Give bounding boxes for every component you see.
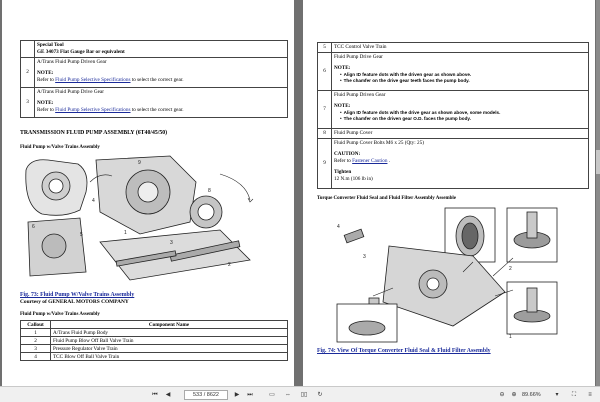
svg-text:1: 1: [509, 334, 512, 340]
table-row: 2 Fluid Pump Blow Off Ball Valve Train: [21, 337, 288, 345]
steps-table-left: [20, 40, 288, 118]
callout-table-title: Fluid Pump w/Valve Trains Assembly: [20, 312, 100, 317]
viewer-toolbar: [0, 386, 600, 402]
svg-text:4: 4: [337, 224, 340, 230]
fastener-caution-link[interactable]: Fastener Caution: [352, 158, 388, 165]
two-page-view-icon[interactable]: ▯▯: [300, 392, 308, 398]
svg-text:2: 2: [509, 266, 512, 272]
svg-text:6: 6: [32, 224, 35, 230]
table-row: 2 A/Trans Fluid Pump Driven Gear NOTE: Refer to Fluid Pump Selective Specifications to select the correct gear.: [21, 58, 288, 88]
svg-text:3: 3: [170, 240, 173, 246]
page-number-input[interactable]: 533 / 8622: [184, 390, 228, 400]
fluid-pump-assembly-illustration: [20, 152, 280, 290]
courtesy-line: Courtesy of GENERAL MOTORS COMPANY: [20, 299, 129, 305]
svg-text:4: 4: [92, 198, 95, 204]
rotate-icon[interactable]: ↻: [317, 392, 323, 398]
table-row: 6 Fluid Pump Drive Gear NOTE: • Align ID feature dots with the driven gear as shown above. • The chamfer on the drive gear teeth faces the pump body.: [318, 53, 589, 91]
table-row: 3 A/Trans Fluid Pump Drive Gear NOTE: Refer to Fluid Pump Selective Specifications to select the correct gear.: [21, 88, 288, 118]
table-row: 1 A/Trans Fluid Pump Body: [21, 329, 288, 337]
table-row: 8 Fluid Pump Cover: [318, 129, 589, 139]
section-title: TRANSMISSION FLUID PUMP ASSEMBLY (6T40/45/50): [20, 130, 168, 136]
fit-width-icon[interactable]: ⇔: [285, 392, 291, 398]
svg-text:5: 5: [80, 232, 83, 238]
figure-subtitle: Torque Converter Fluid Seal and Fluid Filter Assembly Assemble: [317, 196, 456, 201]
left-page: [2, 0, 294, 386]
callout-table: Callout Component Name 1 A/Trans Fluid Pump Body 2 Fluid Pump Blow Off Ball Valve Train 3 Pressure Regulator Valve Train 4 TCC Blow Off Ball Valve Train: [20, 320, 288, 361]
special-tool-title: Special Tool: [37, 42, 64, 48]
svg-text:1: 1: [124, 230, 127, 236]
first-page-button[interactable]: ⏮: [152, 392, 158, 398]
vertical-scrollbar[interactable]: [596, 0, 600, 386]
zoom-level[interactable]: 89.66%: [522, 392, 541, 398]
table-row: 9 Fluid Pump Cover Bolts M6 x 25 (Qty: 25) CAUTION: Refer to Fastener Caution . Tighten 12 N.m (106 lb in): [318, 139, 589, 189]
table-row: 4 TCC Blow Off Ball Valve Train: [21, 353, 288, 361]
next-page-button[interactable]: ▶: [234, 392, 240, 398]
last-page-button[interactable]: ⏭: [247, 392, 253, 398]
svg-text:3: 3: [363, 254, 366, 260]
menu-icon[interactable]: ≡: [588, 392, 592, 398]
fullscreen-icon[interactable]: ⛶: [571, 392, 577, 398]
torque-converter-seal-illustration: [333, 206, 573, 346]
fluid-pump-spec-link[interactable]: Fluid Pump Selective Specifications: [55, 77, 131, 84]
figure-74-caption[interactable]: Fig. 74: View Of Torque Converter Fluid Seal & Fluid Filter Assembly: [317, 348, 491, 354]
scroll-thumb[interactable]: [596, 150, 600, 174]
table-row: 3 Pressure Regulator Valve Train: [21, 345, 288, 353]
fit-page-icon[interactable]: ▭: [269, 392, 275, 398]
table-row: 7 Fluid Pump Driven Gear NOTE: • Align ID feature dots with the drive gear as shown above, some models. • The chamfer on the driven gear O.D. faces the pump body.: [318, 91, 589, 129]
fluid-pump-spec-link[interactable]: Fluid Pump Selective Specifications: [55, 107, 131, 114]
table-row: [21, 41, 288, 58]
svg-text:9: 9: [138, 160, 141, 166]
right-page: [303, 0, 595, 386]
zoom-dropdown-icon[interactable]: ▾: [555, 392, 559, 398]
steps-table-right: [317, 42, 589, 189]
figure-73-caption[interactable]: Fig. 73: Fluid Pump W/Valve Trains Assembly: [20, 292, 135, 298]
figure-subtitle: Fluid Pump w/Valve Trains Assembly: [20, 145, 100, 150]
svg-text:2: 2: [228, 262, 231, 268]
zoom-out-button[interactable]: ⊖: [499, 392, 505, 398]
table-row: 5 TCC Control Valve Train: [318, 43, 589, 53]
previous-page-button[interactable]: ◀: [165, 392, 171, 398]
svg-text:8: 8: [208, 188, 211, 194]
zoom-in-button[interactable]: ⊕: [511, 392, 517, 398]
special-tool-name: GE 34073 Flat Gauge Bar or equivalent: [37, 49, 125, 56]
